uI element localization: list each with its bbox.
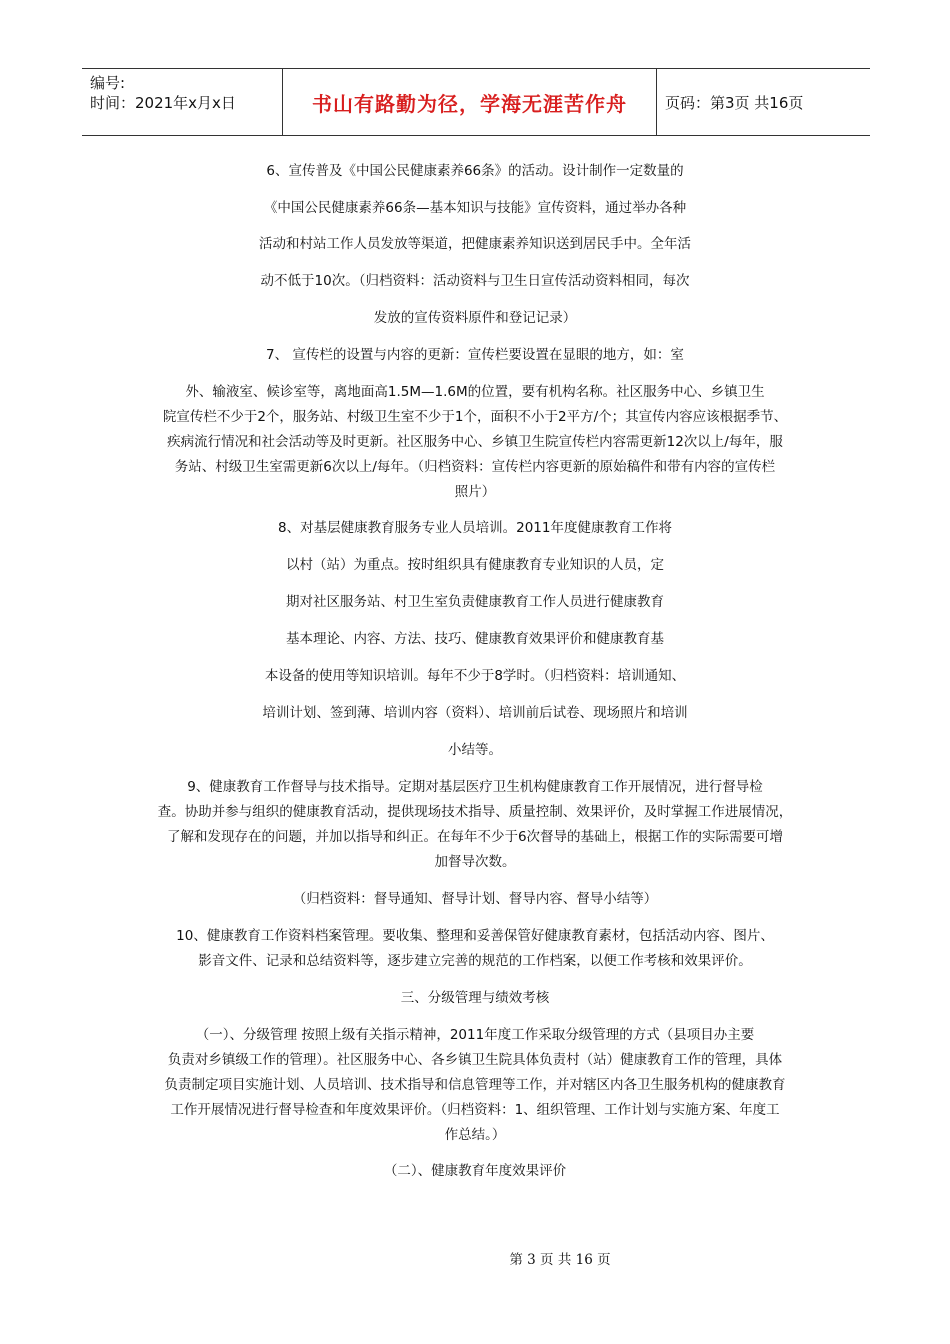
body-line: 6、宣传普及《中国公民健康素养66条》的活动。设计制作一定数量的 xyxy=(266,163,684,179)
body-line: 工作开展情况进行督导检查和年度效果评价。（归档资料：1、组织管理、工作计划与实施方案、年度工 xyxy=(170,1102,780,1118)
body-line: 发放的宣传资料原件和登记记录） xyxy=(373,310,577,326)
body-line: 照片） xyxy=(454,484,496,500)
body-line: 本设备的使用等知识培训。每年不少于8学时。（归档资料：培训通知、 xyxy=(264,668,686,684)
body-line: 10、健康教育工作资料档案管理。要收集、整理和妥善保管好健康教育素材，包括活动内容、图片、 xyxy=(176,928,774,944)
serial-label: 编号: xyxy=(90,74,126,92)
page-header xyxy=(82,68,870,136)
body-line: 了解和发现存在的问题，并加以指导和纠正。在每年不少于6次督导的基础上，根据工作的实际需要可增 xyxy=(166,829,784,845)
body-line: 查。协助并参与组织的健康教育活动，提供现场技术指导、质量控制、效果评价，及时掌握工作进展情况， xyxy=(157,804,793,820)
body-line: （一）、分级管理 按照上级有关指示精神，2011年度工作采取分级管理的方式（县项目办主要 xyxy=(195,1027,755,1043)
body-line: 动不低于10次。（归档资料：活动资料与卫生日宣传活动资料相同，每次 xyxy=(260,273,690,289)
body-line: 负责制定项目实施计划、人员培训、技术指导和信息管理等工作，并对辖区内各卫生服务机构的健康教育 xyxy=(164,1077,786,1093)
header-page-label: 页码：第3页 共16页 xyxy=(665,93,804,112)
body-line: 小结等。 xyxy=(448,742,502,758)
body-line: 作总结。） xyxy=(444,1127,506,1143)
body-line: 影音文件、记录和总结资料等，逐步建立完善的规范的工作档案，以便工作考核和效果评价。 xyxy=(198,953,752,969)
body-line: 基本理论、内容、方法、技巧、健康教育效果评价和健康教育基 xyxy=(286,631,664,647)
section-heading: （二）、健康教育年度效果评价 xyxy=(383,1163,567,1179)
body-line: 8、对基层健康教育服务专业人员培训。2011年度健康教育工作将 xyxy=(278,520,672,536)
body-line: 外、输液室、候诊室等，离地面高1.5M—1.6M的位置，要有机构名称。社区服务中心、乡镇卫生 xyxy=(185,384,765,400)
body-line: 疾病流行情况和社会活动等及时更新。社区服务中心、乡镇卫生院宣传栏内容需更新12次以上/每年，服 xyxy=(167,434,783,450)
body-line: 加督导次数。 xyxy=(434,854,516,870)
body-line: 院宣传栏不少于2个，服务站、村级卫生室不少于1个，面积不小于2平方/个；其宣传内容应该根据季节、 xyxy=(162,409,788,425)
date-label: 时间：2021年x月x日 xyxy=(90,94,236,112)
header-motto: 书山有路勤为径，学海无涯苦作舟 xyxy=(282,69,657,135)
page-footer: 第 3 页 共 16 页 xyxy=(509,1252,611,1268)
body-line: 《中国公民健康素养66条—基本知识与技能》宣传资料，通过举办各种 xyxy=(263,200,687,216)
body-line: 负责对乡镇级工作的管理）。社区服务中心、各乡镇卫生院具体负责村（站）健康教育工作的管理，具体 xyxy=(167,1052,783,1068)
body-line: 务站、村级卫生室需更新6次以上/每年。（归档资料：宣传栏内容更新的原始稿件和带有内容的宣传栏 xyxy=(174,459,776,475)
body-line: 9、健康教育工作督导与技术指导。定期对基层医疗卫生机构健康教育工作开展情况，进行督导检 xyxy=(187,779,763,795)
body-line: 活动和村站工作人员发放等渠道，把健康素养知识送到居民手中。全年活 xyxy=(259,236,691,252)
body-line: 以村（站）为重点。按时组织具有健康教育专业知识的人员，定 xyxy=(286,557,664,573)
body-line: （归档资料：督导通知、督导计划、督导内容、督导小结等） xyxy=(292,891,658,907)
body-line: 7、 宣传栏的设置与内容的更新：宣传栏要设置在显眼的地方，如：室 xyxy=(266,347,684,363)
body-line: 期对社区服务站、村卫生室负责健康教育工作人员进行健康教育 xyxy=(286,594,664,610)
section-heading: 三、分级管理与绩效考核 xyxy=(400,990,550,1006)
body-line: 培训计划、签到薄、培训内容（资料）、培训前后试卷、现场照片和培训 xyxy=(262,705,688,721)
header-meta xyxy=(82,69,282,135)
